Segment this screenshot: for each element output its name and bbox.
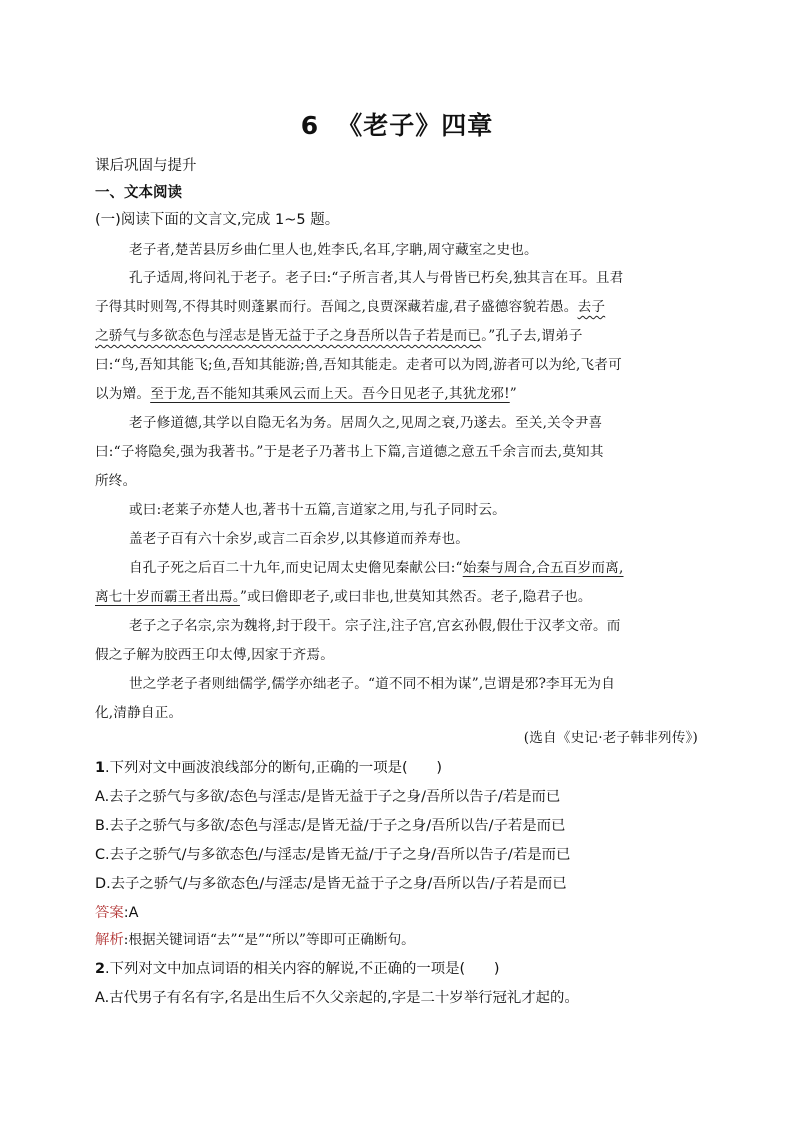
passage-p3-line2: 曰:“子将隐矣,强为我著书。”于是老子乃著书上下篇,言道德之意五千余言而去,莫知其 — [95, 444, 604, 460]
instruction: (一)阅读下面的文言文,完成 1~5 题。 — [95, 212, 340, 228]
part-label: 一、文本阅读 — [95, 185, 182, 201]
passage-p2-line3 — [95, 324, 583, 344]
passage-source: (选自《史记·老子韩非列传》) — [523, 730, 698, 746]
passage-p6-line1-a: 自孔子死之后百二十九年,而史记周太史儋见秦献公曰:“ — [129, 560, 463, 576]
passage-p2-line1: 孔子适周,将问礼于老子。老子曰:“子所言者,其人与骨皆已朽矣,独其言在耳。且君 — [129, 270, 624, 286]
answer-label: 答案 — [95, 905, 124, 921]
analysis-label: 解析 — [95, 932, 124, 948]
passage-p2-line4: 曰:“鸟,吾知其能飞;鱼,吾知其能游;兽,吾知其能走。走者可以为罔,游者可以为纶,飞者可 — [95, 357, 622, 373]
passage-p3-line3: 所终。 — [95, 473, 137, 489]
passage-p2-line5-b: ” — [509, 386, 517, 402]
question-1-option-b: B.去子之骄气与多欲/态色与淫志/是皆无益/于子之身/吾所以告/子若是而已 — [95, 818, 566, 834]
passage-p3-line1: 老子修道德,其学以自隐无名为务。居周久之,见周之衰,乃遂去。至关,关令尹喜 — [129, 415, 603, 431]
question-1-analysis — [95, 928, 415, 949]
underlined-quote-2: 离七十岁而霸王者出焉。 — [95, 589, 240, 605]
passage-p4: 或曰:老莱子亦楚人也,著书十五篇,言道家之用,与孔子同时云。 — [129, 502, 506, 518]
passage-p1: 老子者,楚苦县厉乡曲仁里人也,姓李氏,名耳,字聃,周守藏室之史也。 — [129, 242, 538, 258]
passage-p6-line2 — [95, 585, 592, 605]
wavy-underline-start: 去子 — [577, 299, 606, 315]
question-1-text: .下列对文中画波浪线部分的断句,正确的一项是( ) — [105, 760, 442, 776]
passage-p6-line2-b: ”或曰儋即老子,或曰非也,世莫知其然否。老子,隐君子也。 — [239, 589, 592, 605]
passage-p8-line2: 化,清静自正。 — [95, 705, 183, 721]
passage-p2-line5 — [95, 382, 517, 402]
passage-p7-line1: 老子之子名宗,宗为魏将,封于段干。宗子注,注子宫,宫玄孙假,假仕于汉孝文帝。而 — [129, 618, 621, 634]
underlined-sentence: 至于龙,吾不能知其乘风云而上天。吾今日见老子,其犹龙邪! — [150, 386, 510, 402]
question-1-answer — [95, 901, 139, 922]
question-1-option-a: A.去子之骄气与多欲/态色与淫志/是皆无益于子之身/吾所以告子/若是而已 — [95, 789, 561, 805]
passage-p2-line2-text: 子得其时则驾,不得其时则蓬累而行。吾闻之,良贾深藏若虚,君子盛德容貌若愚。 — [95, 299, 578, 315]
question-2-number: 2 — [95, 961, 106, 977]
question-1-number: 1 — [95, 760, 106, 776]
chapter-title: 《老子》四章 — [337, 111, 494, 140]
chapter-number: 6 — [300, 111, 320, 140]
wavy-underline-text: 之骄气与多欲态色与淫志是皆无益于子之身吾所以告子若是而已 — [95, 328, 482, 344]
passage-p2-line2 — [95, 295, 605, 315]
passage-p2-line5-a: 以为矰。 — [95, 386, 151, 402]
answer-value: :A — [123, 905, 139, 921]
passage-p8-line1: 世之学老子者则绌儒学,儒学亦绌老子。“道不同不相为谋”,岂谓是邪?李耳无为自 — [129, 676, 616, 692]
question-2-option-a: A.古代男子有名有字,名是出生后不久父亲起的,字是二十岁举行冠礼才起的。 — [95, 990, 579, 1006]
question-1-stem — [95, 756, 442, 777]
question-2-text: .下列对文中加点词语的相关内容的解说,不正确的一项是( ) — [105, 961, 500, 977]
question-1-option-d: D.去子之骄气/与多欲态色/与淫志/是皆无益于子之身/吾所以告/子若是而已 — [95, 876, 567, 892]
question-1-option-c: C.去子之骄气/与多欲态色/与淫志/是皆无益/于子之身/吾所以告子/若是而已 — [95, 847, 571, 863]
analysis-text: :根据关键词语“去”“是”“所以”等即可正确断句。 — [123, 932, 415, 948]
page-title — [0, 106, 794, 142]
passage-p6-line1 — [129, 556, 624, 576]
passage-p5: 盖老子百有六十余岁,或言二百余岁,以其修道而养寿也。 — [129, 531, 470, 547]
passage-p2-line3-rest: 。”孔子去,谓弟子 — [481, 328, 583, 344]
passage-p7-line2: 假之子解为胶西王卬太傅,因家于齐焉。 — [95, 647, 335, 663]
underlined-quote-1: 始秦与周合,合五百岁而离, — [462, 560, 624, 576]
question-2-stem — [95, 957, 500, 978]
section-label: 课后巩固与提升 — [95, 158, 197, 174]
